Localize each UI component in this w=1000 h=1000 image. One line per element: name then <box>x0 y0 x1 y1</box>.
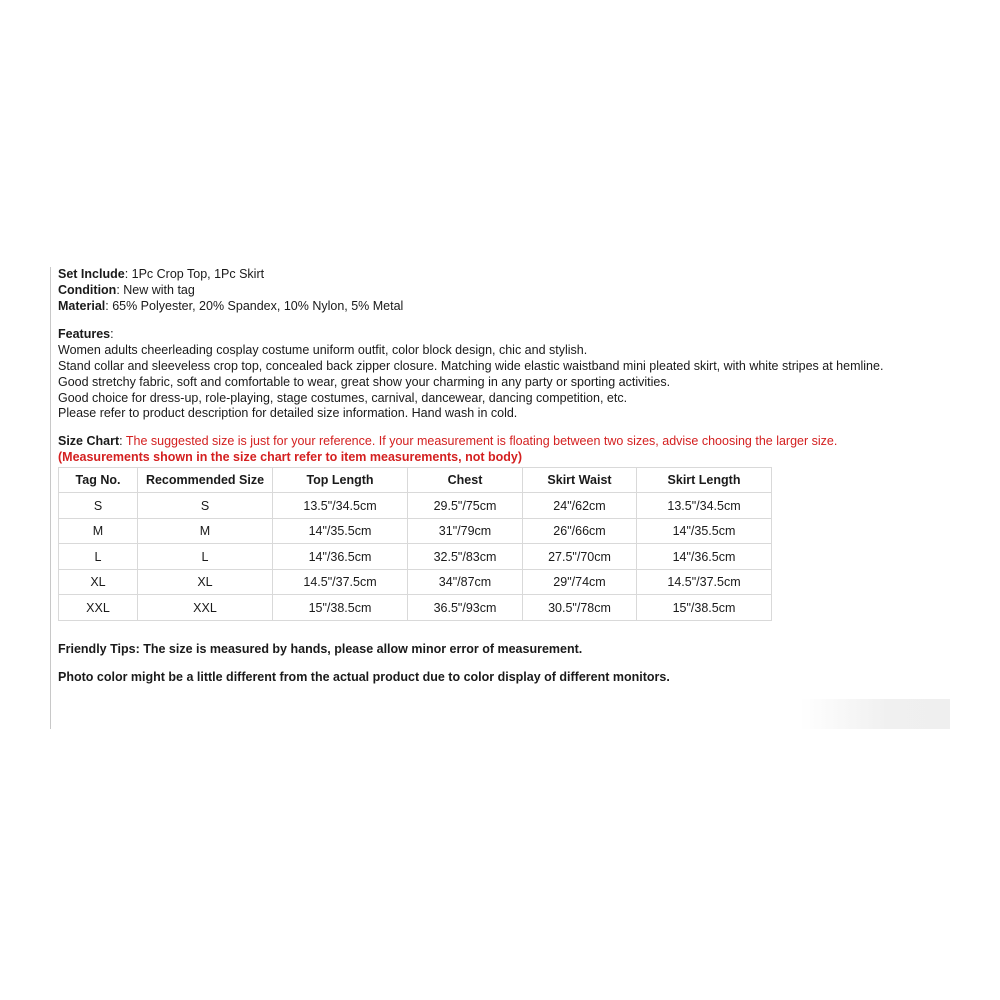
size-table <box>58 467 772 621</box>
table-row <box>59 493 772 519</box>
table-cell: 36.5"/93cm <box>408 595 523 621</box>
table-cell: 15"/38.5cm <box>637 595 772 621</box>
table-cell: 24"/62cm <box>523 493 637 519</box>
table-cell: 27.5"/70cm <box>523 544 637 570</box>
table-cell: 14"/36.5cm <box>273 544 408 570</box>
header-skirt-waist: Skirt Waist <box>523 467 637 493</box>
material-line <box>58 299 950 315</box>
feature-line: Please refer to product description for detailed size information. Hand wash in cold. <box>58 406 518 421</box>
features-label: Features <box>58 327 111 342</box>
table-cell: 14"/36.5cm <box>637 544 772 570</box>
table-cell: 30.5"/78cm <box>523 595 637 621</box>
corner-shadow <box>800 699 950 729</box>
set-include-value: : 1Pc Crop Top, 1Pc Skirt <box>124 267 265 281</box>
material-label: Material <box>58 298 106 313</box>
table-cell: 26"/66cm <box>523 518 637 544</box>
features-colon: : <box>110 327 114 342</box>
feature-line: Good choice for dress-up, role-playing, stage costumes, carnival, dancewear, dancing competition, etc. <box>58 390 628 405</box>
feature-line: Women adults cheerleading cosplay costume uniform outfit, color block design, chic and stylish. <box>58 343 588 358</box>
table-cell: XL <box>59 569 138 595</box>
spacer <box>58 314 950 327</box>
table-row <box>59 544 772 570</box>
table-cell: 13.5"/34.5cm <box>637 493 772 519</box>
set-include-label: Set Include <box>58 267 125 281</box>
table-row <box>59 518 772 544</box>
table-cell: S <box>59 493 138 519</box>
condition-line <box>58 283 950 299</box>
table-cell: 29.5"/75cm <box>408 493 523 519</box>
table-cell: 14"/35.5cm <box>637 518 772 544</box>
header-chest: Chest <box>408 467 523 493</box>
set-include-line <box>58 267 950 283</box>
table-cell: M <box>138 518 273 544</box>
header-top-length: Top Length <box>273 467 408 493</box>
product-description <box>50 267 950 729</box>
header-skirt-length: Skirt Length <box>637 467 772 493</box>
table-cell: XL <box>138 569 273 595</box>
table-cell: 32.5"/83cm <box>408 544 523 570</box>
table-cell: 31"/79cm <box>408 518 523 544</box>
table-row <box>59 595 772 621</box>
size-chart-heading <box>58 434 950 450</box>
table-cell: 29"/74cm <box>523 569 637 595</box>
size-chart-colon: : <box>119 434 126 449</box>
photo-color-note: Photo color might be a little different from the actual product due to color display of different monitors. <box>58 669 670 684</box>
table-cell: XXL <box>138 595 273 621</box>
table-row <box>59 569 772 595</box>
table-cell: 34"/87cm <box>408 569 523 595</box>
table-cell: 14.5"/37.5cm <box>273 569 408 595</box>
feature-line: Good stretchy fabric, soft and comfortable to wear, great show your charming in any party or sporting activities. <box>58 374 671 389</box>
table-cell: L <box>59 544 138 570</box>
table-cell: 14"/35.5cm <box>273 518 408 544</box>
condition-label: Condition <box>58 282 117 297</box>
condition-value: : New with tag <box>116 282 195 297</box>
table-cell: S <box>138 493 273 519</box>
header-tag-no: Tag No. <box>59 467 138 493</box>
size-chart-note2: (Measurements shown in the size chart refer to item measurements, not body) <box>58 449 522 464</box>
table-cell: 13.5"/34.5cm <box>273 493 408 519</box>
size-chart-note: The suggested size is just for your reference. If your measurement is floating between two sizes, advise choosing the larger size. <box>125 434 838 449</box>
table-header-row <box>59 467 772 493</box>
header-recommended-size: Recommended Size <box>138 467 273 493</box>
table-cell: 14.5"/37.5cm <box>637 569 772 595</box>
table-cell: 15"/38.5cm <box>273 595 408 621</box>
feature-line: Stand collar and sleeveless crop top, concealed back zipper closure. Matching wide elastic waistband mini pleated skirt, with white stripes at hemline. <box>58 358 884 373</box>
table-cell: L <box>138 544 273 570</box>
spacer <box>58 422 950 434</box>
material-value: : 65% Polyester, 20% Spandex, 10% Nylon, 5% Metal <box>105 298 404 313</box>
friendly-tips: Friendly Tips: The size is measured by hands, please allow minor error of measurement. <box>58 641 583 656</box>
size-chart-label: Size Chart <box>58 434 120 449</box>
table-cell: M <box>59 518 138 544</box>
table-cell: XXL <box>59 595 138 621</box>
features-heading <box>58 327 950 343</box>
